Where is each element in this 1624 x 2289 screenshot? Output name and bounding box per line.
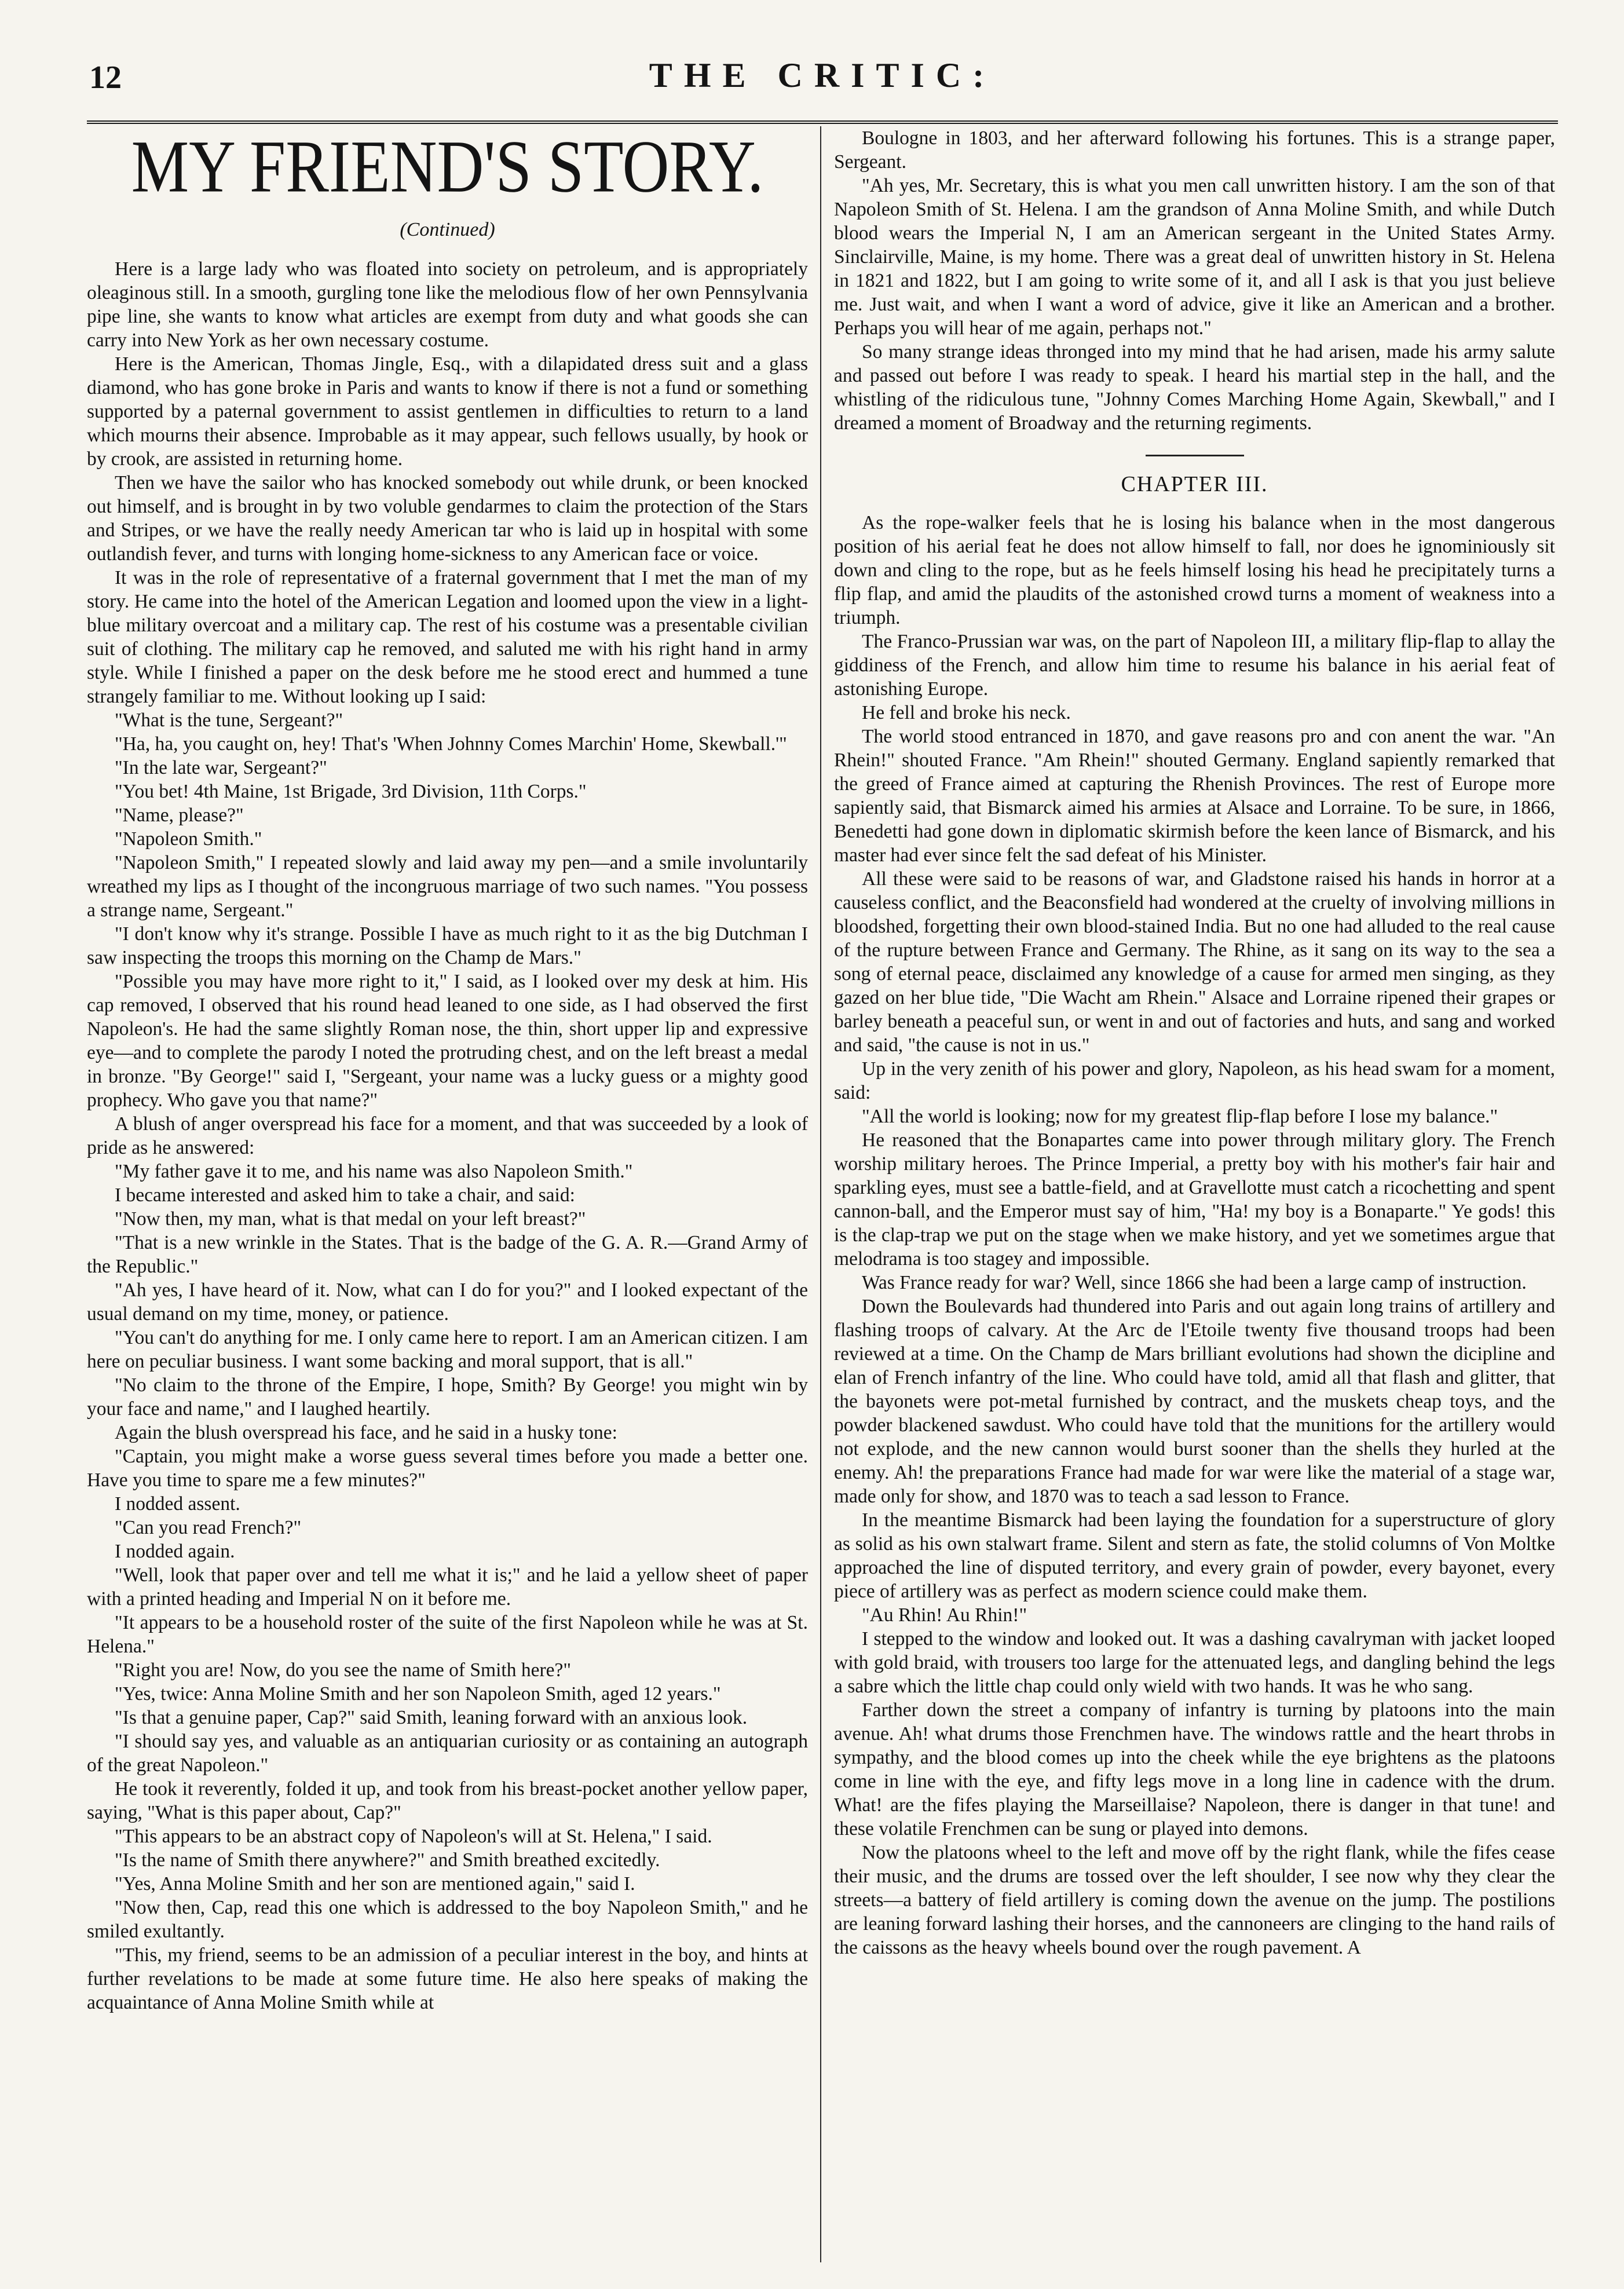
- paragraph: "That is a new wrinkle in the States. That is the badge of the G. A. R.—Grand Army of the Republic.": [87, 1232, 808, 1277]
- paragraph: "Can you read French?": [115, 1517, 302, 1538]
- paragraph: "Ah yes, I have heard of it. Now, what can I do for you?" and I looked expectant of the usual demand on my time, money, or patience.: [87, 1279, 808, 1325]
- paragraph: Down the Boulevards had thundered into Paris and out again long trains of artillery and flashing troops of calvary. At the Arc de l'Etoile twenty five thousand troops had been reviewed at a time. On the Champ de Mars brilliant evolutions had shown the dicipline and elan of French infantry of the line. Who could have told, amid all that flash and glitter, that the bayonets were pot-metal furnished by contract, and the muskets cheap toys, and the powder blackened sawdust. Who could have told that the munitions for the artillery would not explode, and the new cannon would burst sooner than the shells they hurled at the enemy. Ah! the preparations France had made for war were like the material of a stage war, made only for show, and 1870 was to teach a sad lesson to France.: [834, 1296, 1555, 1507]
- paragraph: He reasoned that the Bonapartes came into power through military glory. The French worship military heroes. The Prince Imperial, a pretty boy with his mother's fair hair and sparkling eyes, must see a battle-field, and at Gravellotte must catch a ricochetting and spent cannon-ball, and the Emperor must say of him, "Ha! my boy is a Bonaparte." Ye gods! this is the clap-trap we put on the stage when we make history, and yet we sometimes argue that melodrama is too stagey and impossible.: [834, 1129, 1555, 1270]
- paragraph: Boulogne in 1803, and her afterward following his fortunes. This is a strange paper, Sergeant.: [834, 127, 1555, 173]
- paragraph: "Captain, you might make a worse guess several times before you made a better one. Have you time to spare me a few minutes?": [87, 1446, 808, 1491]
- section-divider: [1146, 455, 1244, 456]
- story-title: MY FRIEND'S STORY.: [131, 126, 764, 209]
- newspaper-page: [87, 56, 1558, 2262]
- paragraph: "Name, please?": [115, 805, 244, 826]
- paragraph: As the rope-walker feels that he is losing his balance when in the most dangerous position of his aerial feat he does not allow himself to fall, nor does he ignominiously sit down and cling to the rope, but as he feels himself losing his head he precipitately turns a flip flap, and amid the plaudits of the astonished crowd turns a moment of weakness into a triumph.: [834, 512, 1555, 628]
- paragraph: I nodded again.: [115, 1541, 235, 1562]
- masthead: [87, 56, 1558, 124]
- paragraph: "Ha, ha, you caught on, hey! That's 'When Johnny Comes Marchin' Home, Skewball.'": [115, 733, 787, 755]
- continued-note: (Continued): [400, 219, 495, 240]
- paragraph: "All the world is looking; now for my greatest flip-flap before I lose my balance.": [862, 1106, 1498, 1127]
- paragraph: So many strange ideas thronged into my mind that he had arisen, made his army salute and passed out before I was ready to speak. I heard his martial step in the hall, and the whistling of the ridiculous tune, "Johnny Comes Marching Home Again, Skewball," and I dreamed a moment of Broadway and the returning regiments.: [834, 341, 1555, 434]
- paragraph: All these were said to be reasons of war, and Gladstone raised his hands in horror at a causeless conflict, and the Beaconsfield had wondered at the cruelty of involving millions in bloodshed, forgetting their own blood-stained India. But no one had alluded to the real cause of the rupture between France and Germany. The Rhine, as it sang on its way to the sea a song of eternal peace, disclaimed any knowledge of a cause for armed men singing, as they gazed on her blue tide, "Die Wacht am Rhein." Alsace and Lorraine ripened their grapes or barley beneath a peaceful sun, or went in and out of factories and huts, and sang and worked and said, "the cause is not in us.": [834, 868, 1555, 1056]
- paragraph: A blush of anger overspread his face for a moment, and that was succeeded by a look of pride as he answered:: [87, 1113, 808, 1158]
- paragraph: Farther down the street a company of infantry is turning by platoons into the main avenue. Ah! what drums those Frenchmen have. The windows rattle and the heart throbs in sympathy, and the blood comes up into the cheek while the eye brightens as the platoons come in line with the eye, and fifty legs move in a long line in cadence with the drum. What! are the fifes playing the Marseillaise? Napoleon, there is danger in that tune! and these volatile Frenchmen can be sung or played into demons.: [834, 1699, 1555, 1840]
- paragraph: "I should say yes, and valuable as an antiquarian curiosity or as containing an autograph of the great Napoleon.": [87, 1731, 808, 1776]
- left-column-body: [87, 257, 808, 2014]
- right-column-continuation: [834, 126, 1555, 435]
- paragraph: "No claim to the throne of the Empire, I hope, Smith? By George! you might win by your face and name," and I laughed heartily.: [87, 1374, 808, 1420]
- paragraph: "My father gave it to me, and his name was also Napoleon Smith.": [115, 1161, 633, 1182]
- paragraph: In the meantime Bismarck had been laying the foundation for a superstructure of glory as solid as his own stalwart frame. Silent and stern as fate, the stolid columns of Von Moltke approached the line of disputed territory, and every grain of powder, every bayonet, every piece of artillery was as perfect as modern science could make them.: [834, 1509, 1555, 1602]
- paragraph: "Yes, twice: Anna Moline Smith and her son Napoleon Smith, aged 12 years.": [115, 1683, 721, 1705]
- paragraph: He fell and broke his neck.: [862, 702, 1071, 723]
- paragraph: "Yes, Anna Moline Smith and her son are mentioned again," said I.: [115, 1873, 635, 1895]
- left-column: [87, 126, 808, 2262]
- column-divider: [820, 126, 821, 2262]
- paragraph: "Well, look that paper over and tell me what it is;" and he laid a yellow sheet of paper with a printed heading and Imperial N on it before me.: [87, 1564, 808, 1610]
- paragraph: I nodded assent.: [115, 1493, 240, 1515]
- paragraph: "You bet! 4th Maine, 1st Brigade, 3rd Division, 11th Corps.": [115, 781, 587, 802]
- chapter-heading: CHAPTER III.: [1121, 472, 1268, 496]
- paragraph: "It appears to be a household roster of the suite of the first Napoleon while he was at St. Helena.": [87, 1612, 808, 1657]
- paragraph: "Au Rhin! Au Rhin!": [862, 1604, 1027, 1626]
- paragraph: "Napoleon Smith," I repeated slowly and laid away my pen—and a smile involuntarily wreathed my lips as I thought of the incongruous marriage of two such names. "You possess a strange name, Sergeant.": [87, 852, 808, 921]
- paragraph: The world stood entranced in 1870, and gave reasons pro and con anent the war. "An Rhein!" shouted France. "Am Rhein!" shouted Germany. England sapiently remarked that the greed of France aimed at capturing the Rhenish Provinces. The rest of Europe more sapiently said, that Bismarck aimed his armies at Alsace and Lorraine. To be sure, in 1866, Benedetti had gone down in diplomatic skirmish before the keen lance of Bismarck, and his master had ever since felt the sad defeat of his Minister.: [834, 726, 1555, 866]
- paragraph: "This, my friend, seems to be an admission of a peculiar interest in the boy, and hints at further revelations to be made at some future time. He also here speaks of making the acquaintance of Anna Moline Smith while at: [87, 1944, 808, 2013]
- paragraph: Then we have the sailor who has knocked somebody out while drunk, or been knocked out himself, and is brought in by two voluble gendarmes to claim the protection of the Stars and Stripes, or we have the really needy American tar who is laid up in hospital with some outlandish fever, and turns with longing home-sickness to any American face or voice.: [87, 472, 808, 565]
- paragraph: Here is the American, Thomas Jingle, Esq., with a dilapidated dress suit and a glass diamond, who has gone broke in Paris and wants to know if there is not a fund or something supported by a paternal government to assist gentlemen in difficulties to return to a land which mourns their absence. Improbable as it may appear, such fellows usually, by hook or by crook, are assisted in returning home.: [87, 353, 808, 470]
- publication-title: THE CRITIC:: [649, 56, 996, 94]
- paragraph: It was in the role of representative of a fraternal government that I met the man of my story. He came into the hotel of the American Legation and loomed upon the view in a light-blue military overcoat and a military cap. The rest of his costume was a presentable civilian suit of clothing. The military cap he removed, and saluted me with his right hand in army style. While I finished a paper on the desk before me he stood erect and hummed a tune strangely familiar to me. Without looking up I said:: [87, 567, 808, 707]
- paragraph: I stepped to the window and looked out. It was a dashing cavalryman with jacket looped with gold braid, with trousers too large for the attenuated legs, and dangling behind the legs a sabre which the little chap could only wield with two hands. It was he who sang.: [834, 1628, 1555, 1697]
- page-number: 12: [89, 60, 122, 96]
- paragraph: "Napoleon Smith.": [115, 828, 262, 850]
- paragraph: Was France ready for war? Well, since 1866 she had been a large camp of instruction.: [862, 1272, 1527, 1293]
- paragraph: Again the blush overspread his face, and he said in a husky tone:: [115, 1422, 617, 1443]
- paragraph: "In the late war, Sergeant?": [115, 757, 327, 778]
- right-column: [834, 126, 1555, 2262]
- paragraph: "Possible you may have more right to it," I said, as I looked over my desk at him. His cap removed, I observed that his round head leaned to one side, as I had observed the first Napoleon's. He had the same slightly Roman nose, the thin, short upper lip and expressive eye—and to complete the parody I noted the protruding chest, and on the left breast a medal in bronze. "By George!" said I, "Sergeant, your name was a lucky guess or a mighty good prophecy. Who gave you that name?": [87, 971, 808, 1111]
- paragraph: "I don't know why it's strange. Possible I have as much right to it as the big Dutchman I saw inspecting the troops this morning on the Champ de Mars.": [87, 923, 808, 968]
- paragraph: He took it reverently, folded it up, and took from his breast-pocket another yellow paper, saying, "What is this paper about, Cap?": [87, 1778, 808, 1823]
- paragraph: I became interested and asked him to take a chair, and said:: [115, 1184, 575, 1206]
- paragraph: The Franco-Prussian war was, on the part of Napoleon III, a military flip-flap to allay the giddiness of the French, and allow him time to resume his balance in his aerial feat of astonishing Europe.: [834, 631, 1555, 700]
- paragraph: Up in the very zenith of his power and glory, Napoleon, as his head swam for a moment, said:: [834, 1058, 1555, 1103]
- article-columns: [87, 126, 1558, 2262]
- paragraph: "Now then, Cap, read this one which is addressed to the boy Napoleon Smith," and he smiled exultantly.: [87, 1897, 808, 1942]
- paragraph: Now the platoons wheel to the left and move off by the right flank, while the fifes cease their music, and the drums are tossed over the left shoulder, I see now why they clear the streets—a battery of field artillery is coming down the avenue on the jump. The postilions are leaning forward lashing their horses, and the cannoneers are clinging to the hand rails of the caissons as the heavy wheels bound over the rough pavement. A: [834, 1842, 1555, 1958]
- paragraph: "Ah yes, Mr. Secretary, this is what you men call unwritten history. I am the son of that Napoleon Smith of St. Helena. I am the grandson of Anna Moline Smith, and while Dutch blood wears the Imperial N, I am an American sergeant in the United States Army. Sinclairville, Maine, is my home. There was a great deal of unwritten history in St. Helena in 1821 and 1822, but I am going to write some of it, and all I ask is that you just believe me. Just wait, and when I want a word of advice, give it like an American and a brother. Perhaps you will hear of me again, perhaps not.": [834, 175, 1555, 339]
- paragraph: "You can't do anything for me. I only came here to report. I am an American citizen. I am here on peculiar business. I want some backing and moral support, that is all.": [87, 1327, 808, 1372]
- paragraph: "What is the tune, Sergeant?": [115, 710, 343, 731]
- paragraph: "Right you are! Now, do you see the name of Smith here?": [115, 1659, 572, 1681]
- paragraph: Here is a large lady who was floated into society on petroleum, and is appropriately oleaginous still. In a smooth, gurgling tone like the melodious flow of her own Pennsylvania pipe line, she wants to know what articles are exempt from duty and what goods she can carry into New York as her own necessary costume.: [87, 258, 808, 351]
- paragraph: "Now then, my man, what is that medal on your left breast?": [115, 1208, 586, 1230]
- chapter-body: [834, 511, 1555, 1959]
- paragraph: "This appears to be an abstract copy of Napoleon's will at St. Helena," I said.: [115, 1826, 712, 1847]
- paragraph: "Is that a genuine paper, Cap?" said Smith, leaning forward with an anxious look.: [115, 1707, 748, 1728]
- paragraph: "Is the name of Smith there anywhere?" and Smith breathed excitedly.: [115, 1849, 660, 1871]
